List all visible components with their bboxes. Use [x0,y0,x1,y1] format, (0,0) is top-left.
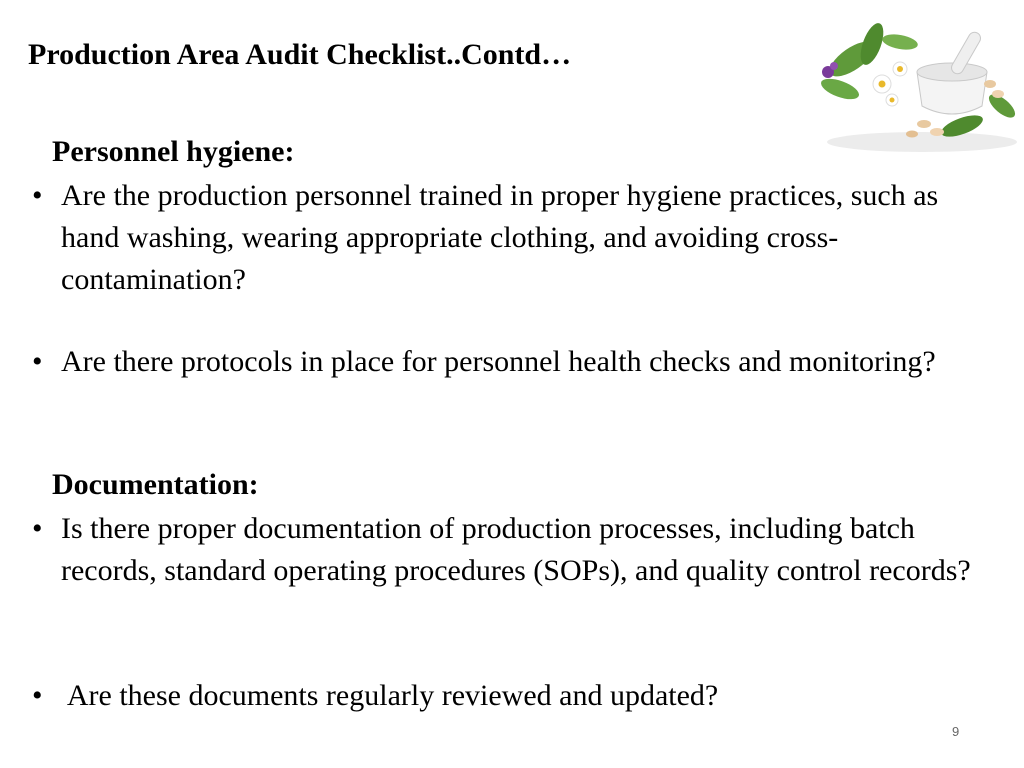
bullet-dot: • [32,179,43,212]
bullet-text: Is there proper documentation of production processes, including batch records, standard operating procedures (SOPs), and quality control records? [61,512,971,587]
bullet-item [32,675,992,717]
section-heading: Personnel hygiene: [52,135,295,168]
bullet-dot: • [32,512,43,545]
page-number: 9 [952,724,960,739]
herbs-mortar-image [812,14,1020,154]
section-heading: Documentation: [52,468,259,501]
bullet-dot: • [32,679,43,712]
bullet-item [32,508,992,592]
bullet-text: Are the production personnel trained in proper hygiene practices, such as hand washing, wearing appropriate clothing, and avoiding cross-contamination? [61,179,939,296]
bullet-item [32,341,992,383]
slide-title: Production Area Audit Checklist..Contd… [28,38,572,71]
bullet-text: Are these documents regularly reviewed and updated? [61,679,719,712]
bullet-dot: • [32,345,43,378]
bullet-item [32,175,992,301]
bullet-text: Are there protocols in place for personnel health checks and monitoring? [61,345,936,378]
